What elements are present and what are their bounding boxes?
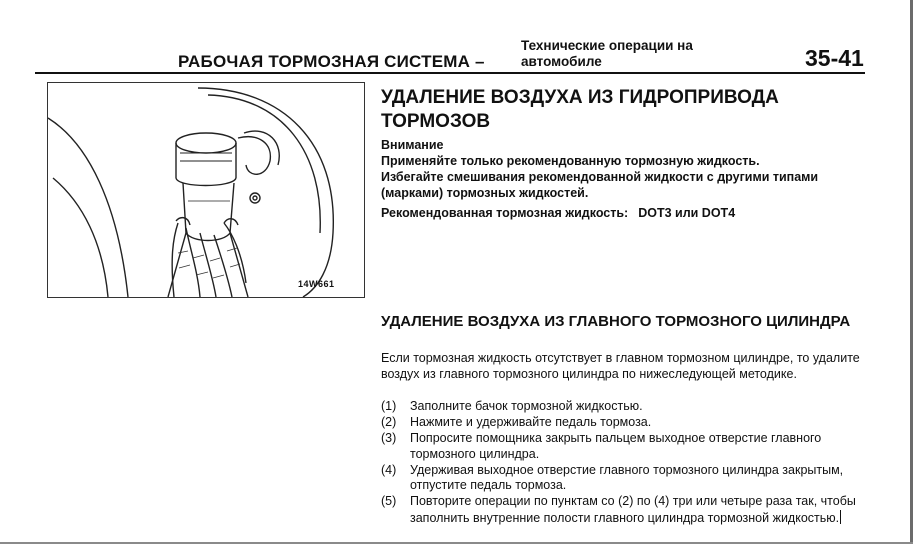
master-cylinder-title: УДАЛЕНИЕ ВОЗДУХА ИЗ ГЛАВНОГО ТОРМОЗНОГО ЦИЛИНДРА: [381, 313, 851, 330]
procedure-step: [381, 431, 871, 462]
text-cursor: [840, 510, 841, 524]
header-divider: [35, 72, 865, 74]
section-subtitle: [521, 38, 693, 70]
procedure-steps: [381, 399, 871, 527]
page-number: 35-41: [805, 45, 864, 71]
step-text: Нажмите и удерживайте педаль тормоза.: [410, 415, 652, 429]
recommended-fluid-label: Рекомендованная тормозная жидкость:: [381, 206, 629, 220]
warning-text-1: Применяйте только рекомендованную тормозную жидкость.: [381, 154, 760, 168]
step-number: (3): [381, 431, 397, 445]
section-subtitle-line-1: Технические операции на: [521, 38, 693, 53]
procedure-step: [381, 399, 871, 415]
warning-block: [381, 137, 871, 201]
master-cylinder-intro: Если тормозная жидкость отсутствует в главном тормозном цилиндре, то удалите воздух из главного тормозного цилиндра по нижеследующей методике.: [381, 351, 860, 381]
step-text: Удерживая выходное отверстие главного тормозного цилиндра закрытым, отпустите педаль тормоза.: [410, 462, 844, 492]
brake-reservoir-illustration: [47, 82, 365, 298]
step-number: (4): [381, 462, 397, 477]
step-number: (2): [381, 415, 397, 429]
section-subtitle-line-2: автомобиле: [521, 54, 602, 69]
recommended-fluid-value: DOT3 или DOT4: [638, 206, 736, 220]
procedure-step: [381, 415, 871, 431]
step-number: (5): [381, 494, 397, 508]
figure-code: 14W661: [298, 279, 335, 289]
step-text: [410, 494, 871, 526]
step-text: Попросите помощника закрыть пальцем выходное отверстие главного тормозного цилиндра.: [410, 431, 822, 461]
reservoir-drawing: [48, 83, 364, 297]
warning-label: Внимание: [381, 138, 444, 152]
step-number: (1): [381, 399, 397, 413]
warning-text-2: Избегайте смешивания рекомендованной жидкости с другими типами (марками) тормозных жидкостей.: [381, 170, 819, 200]
recommended-fluid: [381, 206, 735, 220]
bleeding-title: УДАЛЕНИЕ ВОЗДУХА ИЗ ГИДРОПРИВОДА ТОРМОЗОВ: [381, 87, 779, 132]
step-text-content: Повторите операции по пунктам со (2) по (4) три или четыре раза так, чтобы заполнить внутренние полости главного цилиндра тормозной жидкостью.: [410, 494, 856, 525]
section-title: РАБОЧАЯ ТОРМОЗНАЯ СИСТЕМА –: [178, 52, 485, 71]
procedure-step: [381, 494, 871, 526]
step-text: Заполните бачок тормозной жидкостью.: [410, 399, 643, 413]
procedure-step: [381, 463, 871, 494]
